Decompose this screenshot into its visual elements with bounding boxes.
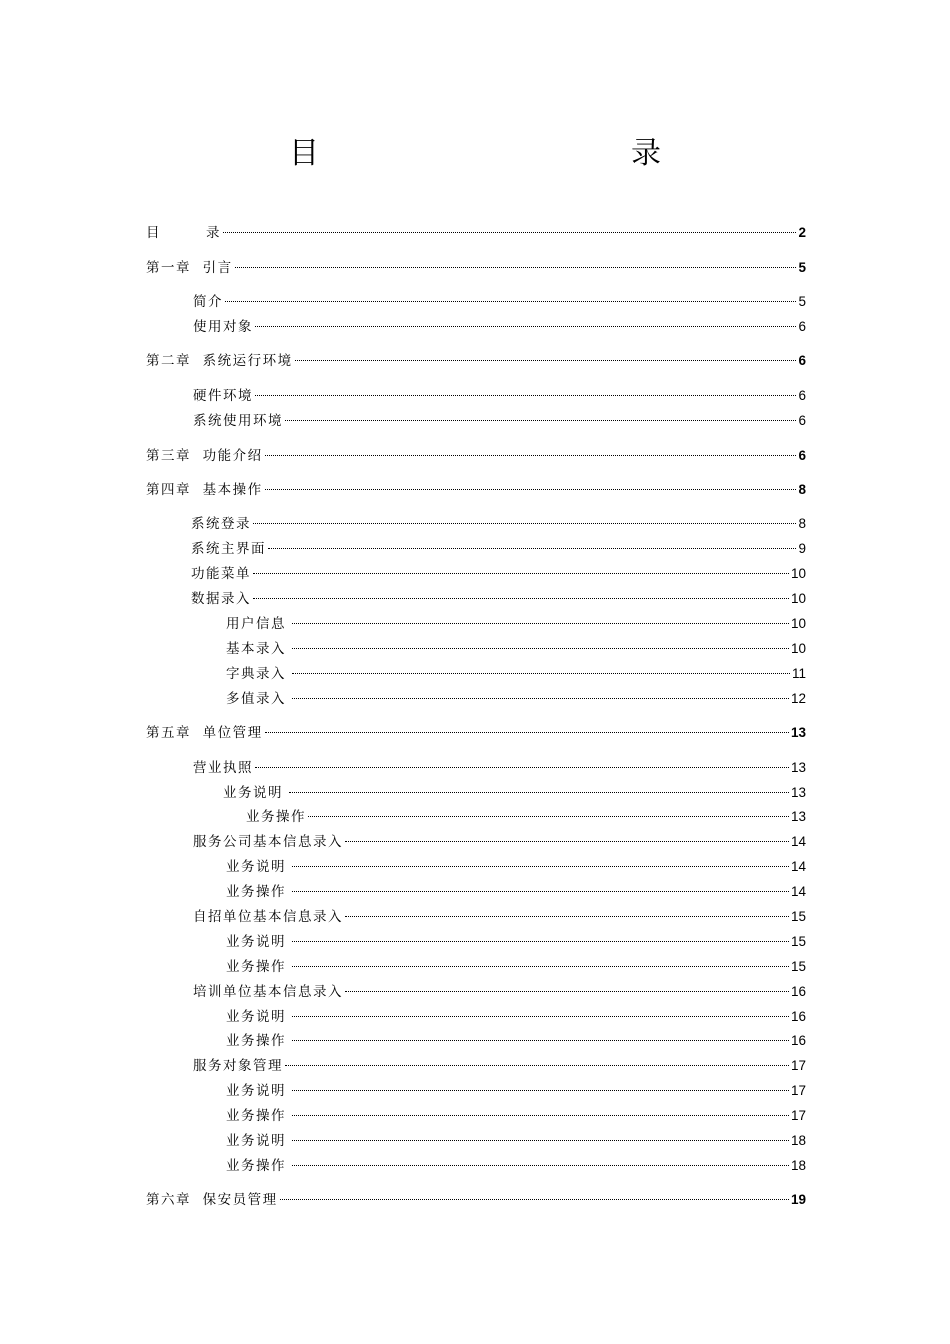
toc-entry-page-number: 6 [798, 448, 806, 463]
toc-entry[interactable] [226, 1081, 806, 1101]
dot-leader [285, 420, 796, 421]
toc-entry-page-number: 2 [798, 225, 806, 240]
dot-leader [225, 301, 796, 302]
toc-entry[interactable] [193, 907, 806, 927]
toc-entry-label: 数据录入 [191, 591, 251, 607]
toc-entry-page-number: 15 [790, 909, 806, 924]
toc-entry-page-number: 14 [790, 884, 806, 899]
dot-leader [292, 891, 789, 892]
toc-entry-label: 系统主界面 [191, 541, 266, 557]
toc-entry-label: 目 录 [146, 225, 221, 241]
dot-leader [292, 698, 789, 699]
toc-entry[interactable] [226, 932, 806, 952]
toc-entry[interactable] [226, 664, 806, 684]
toc-entry-page-number: 8 [798, 516, 806, 531]
toc-entry-page-number: 14 [790, 859, 806, 874]
toc-entry-label: 功能菜单 [191, 566, 251, 582]
toc-entry-label: 业务说明 [226, 934, 286, 950]
toc-entry-page-number: 10 [790, 566, 806, 581]
toc-entry-label: 字典录入 [226, 666, 286, 682]
toc-entry-page-number: 19 [790, 1192, 806, 1207]
toc-entry[interactable] [146, 258, 806, 278]
toc-entry-label: 业务操作 [226, 1108, 286, 1124]
toc-entry-page-number: 15 [790, 934, 806, 949]
dot-leader [345, 841, 789, 842]
toc-entry[interactable] [191, 514, 806, 534]
toc-entry[interactable] [191, 564, 806, 584]
toc-entry[interactable] [191, 539, 806, 559]
dot-leader [253, 523, 796, 524]
toc-entry-label: 服务对象管理 [193, 1058, 283, 1074]
toc-entry-label: 硬件环境 [193, 388, 253, 404]
toc-entry-label: 用户信息 [226, 616, 286, 632]
dot-leader [292, 648, 789, 649]
dot-leader [280, 1199, 789, 1200]
toc-entry-label: 多值录入 [226, 691, 286, 707]
toc-entry-label: 业务操作 [226, 1033, 286, 1049]
dot-leader [292, 1140, 789, 1141]
dot-leader [255, 326, 796, 327]
toc-entry[interactable] [146, 480, 806, 500]
toc-entry-label: 系统登录 [191, 516, 251, 532]
toc-entry-page-number: 10 [790, 616, 806, 631]
toc-entry[interactable] [193, 386, 806, 406]
toc-entry-page-number: 11 [791, 666, 806, 681]
toc-entry-label: 业务说明 [226, 1133, 286, 1149]
toc-entry-label: 服务公司基本信息录入 [193, 834, 343, 850]
toc-entry-page-number: 5 [798, 294, 806, 309]
toc-entry[interactable] [226, 957, 806, 977]
toc-entry-label: 使用对象 [193, 319, 253, 335]
toc-entry-label: 业务说明 [226, 859, 286, 875]
toc-entry-page-number: 18 [790, 1158, 806, 1173]
toc-entry-label: 第三章 功能介绍 [146, 448, 263, 464]
toc-entry-label: 简介 [193, 294, 223, 310]
toc-entry-page-number: 15 [790, 959, 806, 974]
toc-entry-label: 第一章 引言 [146, 260, 233, 276]
toc-entry[interactable] [226, 639, 806, 659]
toc-entry-label: 营业执照 [193, 760, 253, 776]
dot-leader [268, 548, 796, 549]
toc-entry[interactable] [146, 223, 806, 243]
toc-entry-label: 自招单位基本信息录入 [193, 909, 343, 925]
toc-entry[interactable] [193, 317, 806, 337]
toc-entry[interactable] [193, 1056, 806, 1076]
toc-entry[interactable] [191, 589, 806, 609]
dot-leader [292, 941, 789, 942]
toc-entry-label: 业务说明 [226, 1009, 286, 1025]
dot-leader [292, 1165, 789, 1166]
toc-entry-page-number: 6 [798, 353, 806, 368]
toc-entry-page-number: 16 [790, 1033, 806, 1048]
toc-entry-page-number: 13 [790, 785, 806, 800]
dot-leader [292, 1115, 789, 1116]
toc-entry-label: 培训单位基本信息录入 [193, 984, 343, 1000]
toc-entry[interactable] [246, 807, 806, 827]
dot-leader [345, 916, 789, 917]
toc-entry-label: 业务说明 [223, 785, 283, 801]
dot-leader [308, 816, 789, 817]
dot-leader [255, 395, 796, 396]
dot-leader [345, 991, 789, 992]
dot-leader [253, 573, 789, 574]
dot-leader [265, 489, 797, 490]
toc-entry[interactable] [193, 758, 806, 778]
dot-leader [223, 232, 796, 233]
toc-entry[interactable] [193, 411, 806, 431]
toc-entry-page-number: 6 [798, 388, 806, 403]
dot-leader [265, 732, 789, 733]
toc-entry-page-number: 10 [790, 641, 806, 656]
toc-entry[interactable] [193, 832, 806, 852]
toc-entry-page-number: 13 [790, 809, 806, 824]
dot-leader [295, 360, 797, 361]
dot-leader [289, 792, 789, 793]
toc-entry-label: 第五章 单位管理 [146, 725, 263, 741]
dot-leader [292, 866, 789, 867]
toc-entry-label: 业务操作 [226, 884, 286, 900]
toc-entry[interactable] [226, 1031, 806, 1051]
toc-entry-page-number: 13 [790, 760, 806, 775]
toc-entry-page-number: 17 [790, 1083, 806, 1098]
toc-entry-page-number: 16 [790, 984, 806, 999]
toc-entry[interactable] [226, 1131, 806, 1151]
dot-leader [292, 1090, 789, 1091]
toc-entry[interactable] [226, 1156, 806, 1176]
toc-entry-page-number: 12 [790, 691, 806, 706]
toc-entry-page-number: 8 [798, 482, 806, 497]
toc-entry-label: 基本录入 [226, 641, 286, 657]
dot-leader [255, 767, 789, 768]
toc-entry[interactable] [223, 783, 806, 803]
toc-entry[interactable] [146, 1190, 806, 1210]
toc-entry-page-number: 14 [790, 834, 806, 849]
toc-entry[interactable] [226, 1106, 806, 1126]
dot-leader [292, 1040, 789, 1041]
dot-leader [292, 1016, 789, 1017]
toc-entry-page-number: 9 [798, 541, 806, 556]
toc-entry-label: 第六章 保安员管理 [146, 1192, 278, 1208]
toc-entry-page-number: 10 [790, 591, 806, 606]
dot-leader [292, 673, 790, 674]
dot-leader [265, 455, 797, 456]
toc-entry-page-number: 18 [790, 1133, 806, 1148]
toc-entry[interactable] [226, 857, 806, 877]
toc-entry[interactable] [146, 446, 806, 466]
toc-entry[interactable] [193, 292, 806, 312]
toc-entry-label: 系统使用环境 [193, 413, 283, 429]
toc-entry-page-number: 6 [798, 319, 806, 334]
toc-entry-page-number: 5 [798, 260, 806, 275]
toc-entry-page-number: 6 [798, 413, 806, 428]
toc-entry-label: 业务说明 [226, 1083, 286, 1099]
toc-entry-label: 业务操作 [226, 959, 286, 975]
toc-entry-label: 业务操作 [246, 809, 306, 825]
toc-entry[interactable] [146, 351, 806, 371]
page-title: 目 录 [289, 136, 745, 171]
dot-leader [285, 1065, 789, 1066]
dot-leader [292, 623, 789, 624]
toc-entry[interactable] [146, 723, 806, 743]
toc-entry-label: 第四章 基本操作 [146, 482, 263, 498]
toc-entry[interactable] [193, 982, 806, 1002]
toc-entry-page-number: 17 [790, 1108, 806, 1123]
toc-entry-page-number: 16 [790, 1009, 806, 1024]
dot-leader [253, 598, 789, 599]
toc-entry[interactable] [226, 614, 806, 634]
toc-entry[interactable] [226, 689, 806, 709]
toc-entry[interactable] [226, 882, 806, 902]
toc-entry[interactable] [226, 1007, 806, 1027]
toc-entry-page-number: 17 [790, 1058, 806, 1073]
toc-entry-label: 业务操作 [226, 1158, 286, 1174]
toc-entry-label: 第二章 系统运行环境 [146, 353, 293, 369]
dot-leader [235, 267, 797, 268]
toc-entry-page-number: 13 [790, 725, 806, 740]
dot-leader [292, 966, 789, 967]
